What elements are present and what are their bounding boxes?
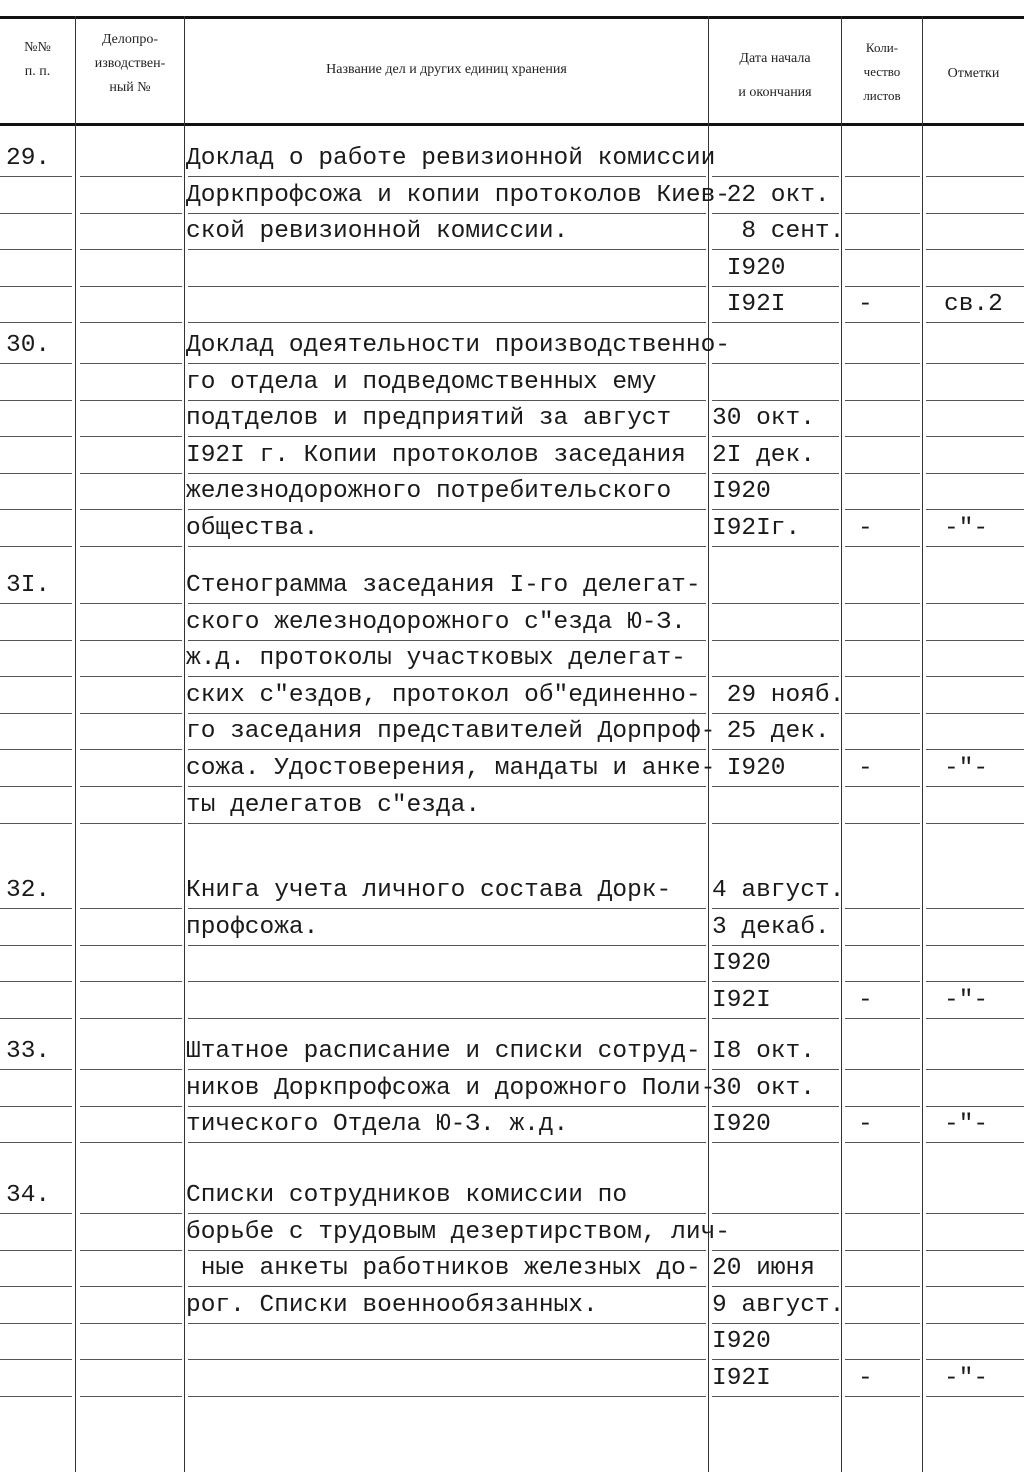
row-rule — [0, 322, 72, 323]
row-rule — [712, 322, 839, 323]
table-row — [0, 872, 1024, 909]
entry-title-line: го заседания представителей Дорпроф- — [186, 718, 716, 746]
entry-title-line: го отдела и подведомственных ему — [186, 368, 657, 396]
entry-title-line: общества. — [186, 515, 319, 542]
header-title: Название дел и других единиц хранения — [326, 62, 567, 77]
entry-date: I920 — [712, 1111, 771, 1139]
header-dates-line: и окончания — [738, 85, 812, 100]
entry-title-line: железнодорожного потребительского — [186, 478, 672, 506]
entry-title-line: Стенограмма заседания I-го делегат- — [186, 572, 701, 599]
row-rule — [845, 823, 920, 824]
table-row — [0, 567, 1024, 604]
entry-date: 3 декаб. — [712, 913, 830, 941]
entry-date: I92Iг. — [712, 515, 801, 542]
table-row — [0, 364, 1024, 401]
header-num-line: п. п. — [24, 64, 51, 79]
row-rule — [80, 322, 182, 323]
row-rule — [0, 546, 72, 547]
table-row — [0, 1177, 1024, 1214]
header-sheets-line: чество — [863, 64, 901, 79]
row-rule — [712, 1396, 839, 1397]
row-rule — [0, 823, 72, 824]
entry-title-line: Книга учета личного состава Дорк- — [186, 877, 672, 904]
row-rule — [188, 322, 706, 323]
entry-title-line: ской ревизионной комиссии. — [186, 218, 569, 246]
entry-date: 4 август. — [712, 877, 845, 904]
entry-note: -"- — [944, 986, 989, 1014]
entry-date: 25 дек. — [712, 718, 830, 746]
entry-note: св.2 — [944, 291, 1003, 319]
entry-number: 30. — [6, 332, 51, 359]
entry-date: 8 сент. — [712, 218, 845, 246]
table-row — [0, 640, 1024, 677]
row-rule — [926, 1018, 1024, 1019]
entry-sheet-count: - — [858, 1365, 873, 1392]
row-rule — [0, 1142, 72, 1143]
entry-date: I920 — [712, 1328, 771, 1356]
entry-date: I92I — [712, 986, 771, 1014]
entry-title-line: ты делегатов с"езда. — [186, 791, 481, 819]
row-rule — [80, 546, 182, 547]
table-row — [0, 473, 1024, 510]
table-row — [0, 945, 1024, 982]
table-row — [0, 1360, 1024, 1397]
row-rule — [80, 1018, 182, 1019]
table-row — [0, 1214, 1024, 1251]
table-row — [0, 400, 1024, 437]
row-rule — [80, 823, 182, 824]
entry-number: 33. — [6, 1038, 51, 1065]
entry-title-line: Списки сотрудников комиссии по — [186, 1182, 628, 1209]
header-num-line: №№ — [24, 40, 51, 55]
entry-date: I920 — [712, 755, 786, 782]
table-row — [0, 982, 1024, 1019]
header-sheets — [842, 36, 922, 108]
header-num — [0, 36, 75, 84]
row-rule — [188, 546, 706, 547]
entry-sheet-count: - — [858, 291, 873, 319]
header-office-line: изводствен- — [94, 56, 166, 71]
row-rule — [0, 1018, 72, 1019]
row-rule — [188, 1142, 706, 1143]
header-notes: Отметки — [947, 66, 1000, 81]
header-top-rule — [0, 16, 1024, 19]
table-row — [0, 140, 1024, 177]
entry-title-line: ских с"ездов, протокол об"единенно- — [186, 681, 701, 709]
entry-title-line: ского железнодорожного с"езда Ю-З. — [186, 608, 686, 636]
table-row — [0, 1287, 1024, 1324]
row-rule — [188, 1396, 706, 1397]
table-row — [0, 510, 1024, 547]
entry-date: 2I дек. — [712, 441, 815, 469]
entry-date: I920 — [712, 478, 771, 506]
entry-title-line: борьбе с трудовым дезертирством, лич- — [186, 1218, 730, 1246]
entry-note: -"- — [944, 515, 989, 542]
entry-date: I92I — [712, 1365, 771, 1392]
table-row — [0, 1070, 1024, 1107]
entry-title-line: тического Отдела Ю-З. ж.д. — [186, 1111, 569, 1139]
entry-title-line: ж.д. протоколы участковых делегат- — [186, 645, 686, 673]
table-row — [0, 1033, 1024, 1070]
header-office-line: ный № — [109, 80, 151, 95]
entry-date: 30 окт. — [712, 1074, 815, 1102]
row-rule — [80, 1142, 182, 1143]
entry-date: 29 нояб. — [712, 681, 845, 709]
entry-number: 3I. — [6, 572, 51, 599]
entry-note: -"- — [944, 1365, 989, 1392]
row-rule — [188, 1018, 706, 1019]
row-rule — [188, 823, 706, 824]
entry-date: I920 — [712, 950, 771, 978]
row-rule — [926, 1396, 1024, 1397]
table-row — [0, 1250, 1024, 1287]
header-dates — [709, 42, 841, 110]
table-row — [0, 787, 1024, 824]
row-rule — [712, 1018, 839, 1019]
row-rule — [845, 1018, 920, 1019]
entry-sheet-count: - — [858, 986, 873, 1014]
entry-date: I8 окт. — [712, 1038, 815, 1065]
header-bottom-rule — [0, 123, 1024, 126]
table-row — [0, 250, 1024, 287]
entry-title-line: Штатное расписание и списки сотруд- — [186, 1038, 701, 1065]
table-row — [0, 327, 1024, 364]
table-row — [0, 286, 1024, 323]
entry-date: 20 июня — [712, 1255, 815, 1283]
entry-date: I920 — [712, 254, 786, 282]
entry-sheet-count: - — [858, 1111, 873, 1139]
table-row — [0, 750, 1024, 787]
header-sheets-line: Коли- — [865, 40, 899, 55]
entry-title-line: сожа. Удостоверения, мандаты и анке- — [186, 755, 716, 782]
entry-number: 32. — [6, 877, 51, 904]
entry-title-line: ные анкеты работников железных до- — [186, 1255, 701, 1283]
entry-number: 34. — [6, 1182, 51, 1209]
row-rule — [712, 546, 839, 547]
entry-date: 22 окт. — [712, 181, 830, 209]
header-office-num — [76, 28, 184, 100]
table-row — [0, 437, 1024, 474]
table-row — [0, 604, 1024, 641]
table-row — [0, 713, 1024, 750]
entry-title-line: профсожа. — [186, 913, 319, 941]
entry-title-line: рог. Списки военнообязанных. — [186, 1291, 598, 1319]
table-row — [0, 1323, 1024, 1360]
entry-date: I92I — [712, 291, 786, 319]
entry-title-line: I92I г. Копии протоколов заседания — [186, 441, 686, 469]
row-rule — [712, 1142, 839, 1143]
entry-date: 9 август. — [712, 1291, 845, 1319]
header-office-line: Делопро- — [101, 32, 159, 47]
row-rule — [845, 322, 920, 323]
row-rule — [845, 546, 920, 547]
entry-title-line: Доклад одеятельности производственно- — [186, 332, 730, 359]
entry-title-line: Доркпрофсожа и копии протоколов Киев- — [186, 181, 730, 209]
entry-note: -"- — [944, 755, 989, 782]
row-rule — [926, 823, 1024, 824]
entry-title-line: Доклад о работе ревизионной комиссии — [186, 145, 716, 172]
table-row — [0, 909, 1024, 946]
entry-sheet-count: - — [858, 515, 873, 542]
row-rule — [712, 823, 839, 824]
entry-title-line: подтделов и предприятий за август — [186, 405, 672, 433]
entry-date: 30 окт. — [712, 405, 815, 433]
row-rule — [845, 1396, 920, 1397]
header-sheets-line: листов — [863, 88, 901, 103]
header-dates-line: Дата начала — [739, 51, 811, 66]
entry-title-line: ников Доркпрофсожа и дорожного Поли- — [186, 1074, 716, 1102]
row-rule — [845, 1142, 920, 1143]
entry-note: -"- — [944, 1111, 989, 1139]
row-rule — [926, 1142, 1024, 1143]
row-rule — [80, 1396, 182, 1397]
table-row — [0, 1106, 1024, 1143]
entry-number: 29. — [6, 145, 51, 172]
row-rule — [926, 322, 1024, 323]
row-rule — [0, 1396, 72, 1397]
table-row — [0, 213, 1024, 250]
row-rule — [926, 546, 1024, 547]
table-row — [0, 677, 1024, 714]
entry-sheet-count: - — [858, 755, 873, 782]
table-row — [0, 177, 1024, 214]
